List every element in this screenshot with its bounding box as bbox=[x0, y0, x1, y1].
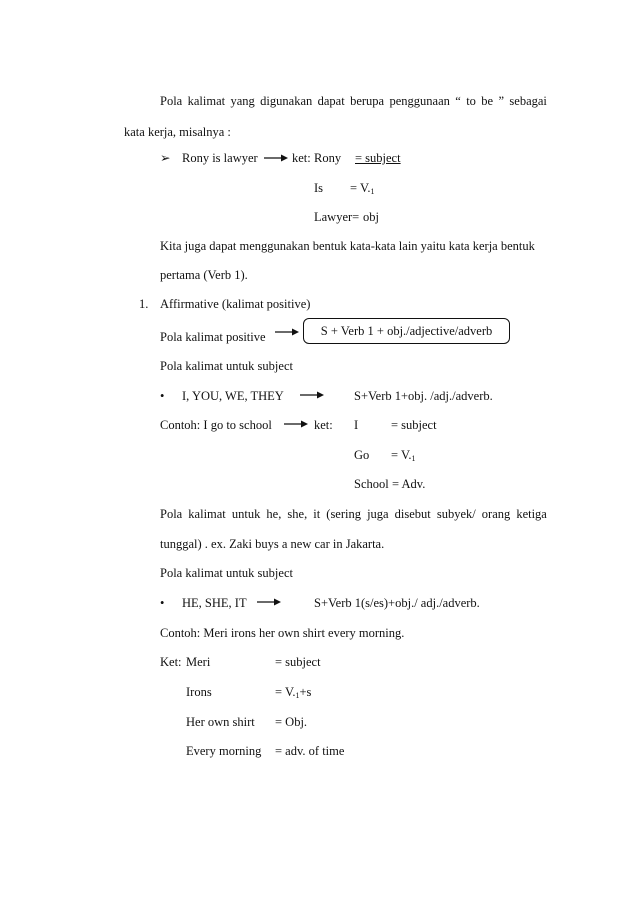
ket-word: Meri bbox=[186, 655, 211, 669]
subscript: 1 bbox=[295, 691, 300, 700]
word: she, bbox=[287, 507, 308, 521]
positive-label: Pola kalimat positive bbox=[160, 330, 266, 344]
ket-word: I bbox=[354, 418, 359, 432]
ket-word: Go bbox=[354, 448, 370, 462]
ket-word: School bbox=[354, 477, 389, 491]
ket-value: = subject bbox=[355, 151, 401, 165]
word: (sering bbox=[326, 507, 361, 521]
bullet: • bbox=[160, 596, 165, 610]
word: it bbox=[313, 507, 321, 521]
word: Pola bbox=[160, 507, 183, 521]
subject-label: Pola kalimat untuk subject bbox=[160, 359, 293, 373]
right-arrow-icon bbox=[264, 152, 288, 164]
word: yang bbox=[230, 94, 255, 108]
ket-word: Lawyer= bbox=[314, 210, 360, 224]
ket-word: Her own shirt bbox=[186, 715, 255, 729]
ket-value: = adv. of time bbox=[275, 744, 345, 758]
bullet: • bbox=[160, 389, 165, 403]
word: untuk bbox=[231, 507, 261, 521]
subscript: 1 bbox=[411, 454, 416, 463]
para3-line-3: Pola kalimat untuk subject bbox=[160, 566, 293, 580]
pattern: S+Verb 1(s/es)+obj./ adj./adverb. bbox=[314, 596, 480, 610]
ket-value: = Adv. bbox=[392, 477, 426, 491]
right-arrow-icon bbox=[300, 389, 324, 401]
word: be bbox=[481, 94, 494, 108]
ket-value: = Obj. bbox=[275, 715, 308, 729]
formula-text: S + Verb 1 + obj./adjective/adverb bbox=[320, 323, 493, 338]
ket-word: Every morning bbox=[186, 744, 262, 758]
ket-label: ket: bbox=[292, 151, 311, 165]
ket-value-text: = V. bbox=[275, 685, 296, 699]
ket-value-text: = V. bbox=[350, 181, 371, 195]
word: he, bbox=[266, 507, 282, 521]
word: kalimat bbox=[188, 507, 226, 521]
word: digunakan bbox=[260, 94, 313, 108]
word: Pola bbox=[160, 94, 183, 108]
formula-box bbox=[303, 318, 510, 344]
ket-value: = subject bbox=[275, 655, 321, 669]
word: kalimat bbox=[187, 94, 226, 108]
ket-word: Rony bbox=[314, 151, 342, 165]
pattern: S+Verb 1+obj. /adj./adverb. bbox=[354, 389, 493, 403]
word: “ bbox=[455, 94, 461, 108]
arrow-bullet: ➢ bbox=[160, 151, 171, 165]
para3-line-2: tunggal) . ex. Zaki buys a new car in Jakarta. bbox=[160, 537, 385, 551]
right-arrow-icon bbox=[284, 418, 308, 430]
example-sentence: Rony is lawyer bbox=[182, 151, 258, 165]
ket-value: obj bbox=[363, 210, 379, 224]
ket-label: ket: bbox=[314, 418, 333, 432]
intro-line-2: kata kerja, misalnya : bbox=[124, 125, 231, 139]
para3-line-1 bbox=[160, 508, 547, 521]
word: penggunaan bbox=[389, 94, 450, 108]
ket-word: Irons bbox=[186, 685, 212, 699]
word: ” bbox=[498, 94, 505, 108]
subscript: 1 bbox=[370, 187, 375, 196]
section-number: 1. bbox=[139, 297, 149, 311]
para2-line-2: pertama (Verb 1). bbox=[160, 268, 248, 282]
pronouns: HE, SHE, IT bbox=[182, 596, 247, 610]
word: orang bbox=[481, 507, 511, 521]
word: sebagai bbox=[509, 94, 547, 108]
ket-value bbox=[350, 182, 375, 196]
right-arrow-icon bbox=[275, 326, 299, 338]
word: disebut bbox=[394, 507, 431, 521]
word: berupa bbox=[350, 94, 385, 108]
word: subyek/ bbox=[436, 507, 476, 521]
ket-value: = subject bbox=[391, 418, 437, 432]
intro-line-1 bbox=[160, 95, 547, 108]
example-sentence: Contoh: Meri irons her own shirt every morning. bbox=[160, 626, 405, 640]
example-sentence: Contoh: I go to school bbox=[160, 418, 272, 432]
ket-word: Is bbox=[314, 181, 324, 195]
word: dapat bbox=[317, 94, 345, 108]
word: juga bbox=[367, 507, 389, 521]
word: to bbox=[466, 94, 476, 108]
section-title: Affirmative (kalimat positive) bbox=[160, 297, 311, 311]
right-arrow-icon bbox=[257, 596, 281, 608]
ket-value bbox=[275, 686, 311, 700]
ket-value bbox=[391, 449, 416, 463]
word: ketiga bbox=[516, 507, 547, 521]
ket-value-text: = V. bbox=[391, 448, 412, 462]
ket-value-suffix: +s bbox=[299, 685, 312, 699]
para2-line-1: Kita juga dapat menggunakan bentuk kata-kata lain yaitu kata kerja bentuk bbox=[160, 239, 535, 253]
pronouns: I, YOU, WE, THEY bbox=[182, 389, 284, 403]
ket-label: Ket: bbox=[160, 655, 182, 669]
